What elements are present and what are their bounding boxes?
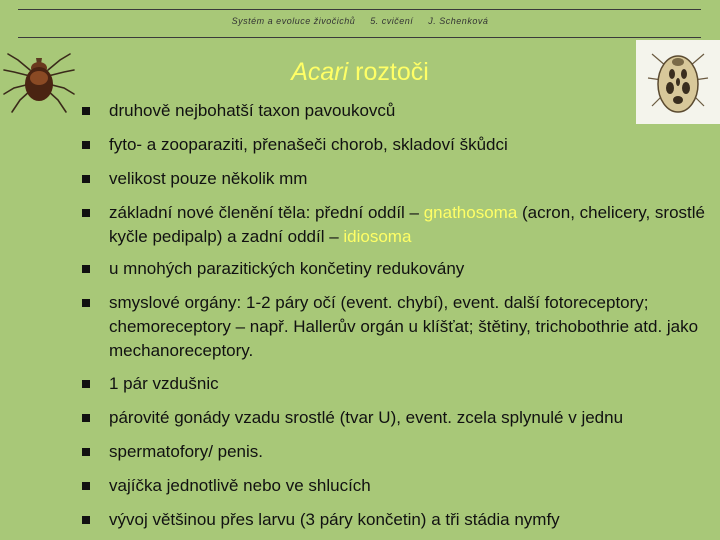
bullet-marker	[82, 448, 90, 456]
bullet-marker	[82, 380, 90, 388]
slide-header	[0, 16, 720, 26]
bullet-marker	[82, 107, 90, 115]
term-gnathosoma: gnathosoma	[423, 203, 518, 222]
bullet-marker	[82, 482, 90, 490]
text-run: základní nové členění těla: přední oddíl –	[109, 203, 424, 222]
bullet-marker	[82, 175, 90, 183]
bullet-marker	[82, 516, 90, 524]
bullet-text: vývoj většinou přes larvu (3 páry končetin) a tři stádia nymfy	[109, 510, 560, 529]
bullet-text: vajíčka jednotlivě nebo ve shlucích	[109, 476, 371, 495]
bullet-marker	[82, 141, 90, 149]
header-author: J. Schenková	[428, 16, 489, 26]
bullet-text	[109, 201, 719, 249]
header-course: Systém a evoluce živočichů	[231, 16, 356, 26]
bullet-marker	[82, 209, 90, 217]
title-latin: Acari	[291, 58, 349, 86]
term-idiosoma: idiosoma	[343, 227, 412, 246]
header-rule-bottom	[18, 37, 701, 38]
bullet-marker	[82, 414, 90, 422]
bullet-text: druhově nejbohatší taxon pavoukovců	[109, 101, 396, 120]
bullet-text: smyslové orgány: 1-2 páry očí (event. chybí), event. další fotoreceptory; chemoreceptory – např. Hallerův orgán u klíšťat; štětiny, trichobothrie atd. jako mechanoreceptory.	[109, 293, 699, 360]
header-rule-top	[18, 9, 701, 10]
slide-title	[0, 58, 720, 87]
bullet-text: 1 pár vzdušnic	[109, 374, 219, 393]
bullet-marker	[82, 299, 90, 307]
title-czech: roztoči	[355, 58, 429, 86]
bullet-text: fyto- a zooparaziti, přenašeči chorob, skladoví škůdci	[109, 135, 508, 154]
bullet-text: párovité gonády vzadu srostlé (tvar U), event. zcela splynulé v jednu	[109, 408, 624, 427]
bullet-text: u mnohých parazitických končetiny redukovány	[109, 259, 465, 278]
header-lesson: 5. cvičení	[370, 16, 414, 26]
bullet-text: spermatofory/ penis.	[109, 442, 264, 461]
bullet-marker	[82, 265, 90, 273]
text-run: (acron, chelicery, srostlé kyčle pedipalp) a zadní oddíl –	[109, 203, 705, 246]
bullet-text: velikost pouze několik mm	[109, 169, 308, 188]
